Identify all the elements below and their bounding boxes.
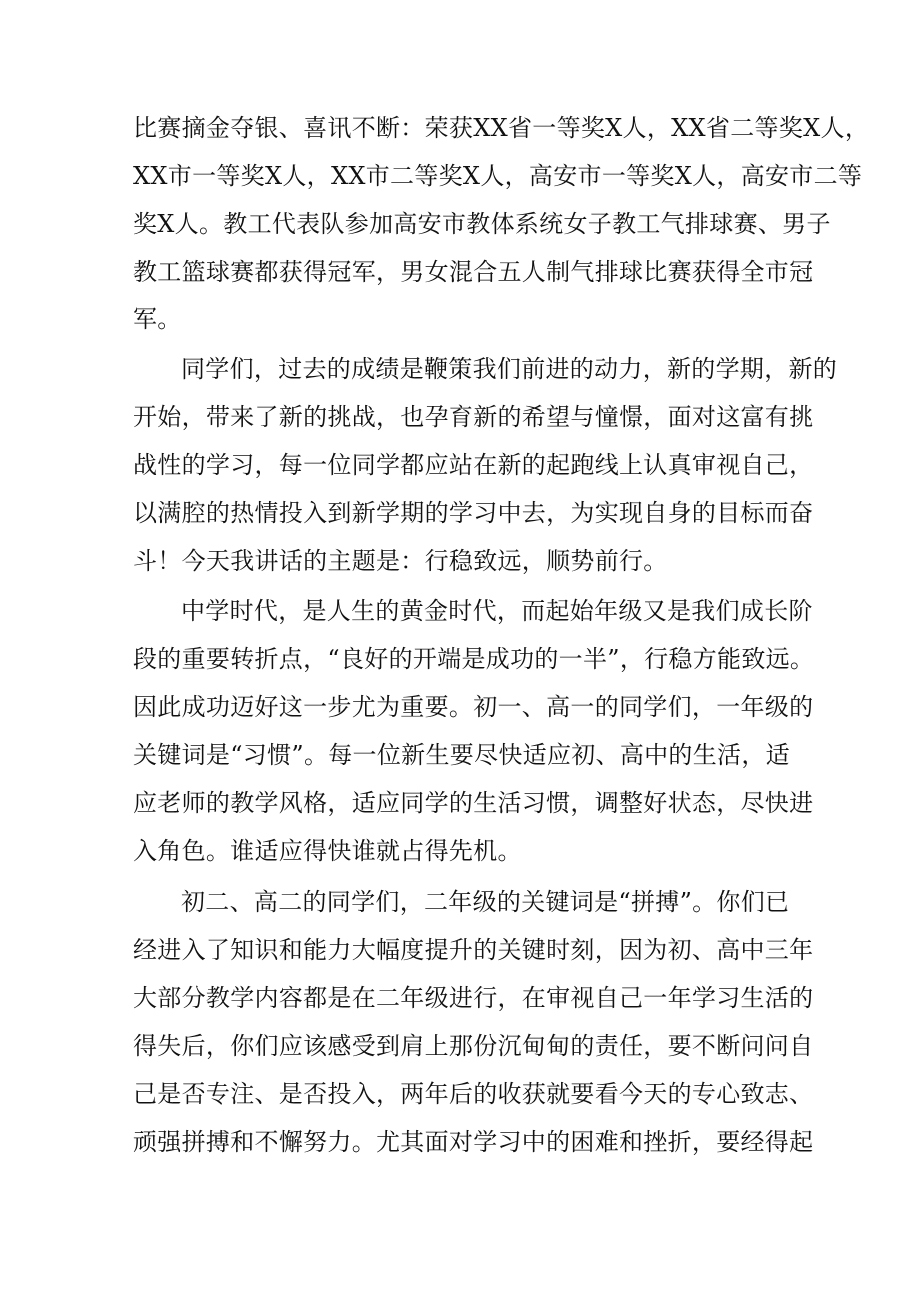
paragraph-first-line: 初二、高二的同学们，二年级的关键词是“拼搏”。你们已 — [181, 888, 790, 916]
text-line: 军。 — [133, 305, 182, 333]
text-line: 因此成功迈好这一步尤为重要。初一、高一的同学们，一年级的 — [133, 693, 814, 721]
text-line: 经进入了知识和能力大幅度提升的关键时刻，因为初、高中三年 — [133, 936, 814, 964]
text-line: 入角色。谁适应得快谁就占得先机。 — [133, 837, 522, 865]
paragraph-first-line: 中学时代，是人生的黄金时代，而起始年级又是我们成长阶 — [181, 597, 813, 625]
text-line: 战性的学习，每一位同学都应站在新的起跑线上认真审视自己， — [133, 451, 814, 479]
text-line: 关键词是“习惯”。每一位新生要尽快适应初、高中的生活，适 — [133, 741, 790, 769]
text-line: 大部分教学内容都是在二年级进行，在审视自己一年学习生活的 — [133, 984, 814, 1012]
text-line: XX市一等奖X人，XX市二等奖X人，高安市一等奖X人，高安市二等 — [133, 162, 863, 190]
text-line: 应老师的教学风格，适应同学的生活习惯，调整好状态，尽快进 — [133, 789, 814, 817]
text-line: 教工篮球赛都获得冠军，男女混合五人制气排球比赛获得全市冠 — [133, 258, 814, 286]
text-line: 段的重要转折点，“良好的开端是成功的一半”，行稳方能致远。 — [133, 645, 815, 673]
text-line: 奖X人。教工代表队参加高安市教体系统女子教工气排球赛、男子 — [133, 210, 831, 238]
text-line: 顽强拼搏和不懈努力。尤其面对学习中的困难和挫折，要经得起 — [133, 1128, 814, 1156]
text-line: 得失后，你们应该感受到肩上那份沉甸甸的责任，要不断问问自 — [133, 1032, 814, 1060]
text-line: 己是否专注、是否投入，两年后的收获就要看今天的专心致志、 — [133, 1080, 814, 1108]
text-line: 开始，带来了新的挑战，也孕育新的希望与憧憬，面对这富有挑 — [133, 403, 814, 431]
paragraph-first-line: 同学们，过去的成绩是鞭策我们前进的动力，新的学期，新的 — [181, 355, 838, 383]
text-line: 比赛摘金夺银、喜讯不断：荣获XX省一等奖X人，XX省二等奖X人， — [133, 114, 870, 142]
text-line: 斗！今天我讲话的主题是：行稳致远，顺势前行。 — [133, 547, 668, 575]
text-line: 以满腔的热情投入到新学期的学习中去，为实现自身的目标而奋 — [133, 499, 814, 527]
